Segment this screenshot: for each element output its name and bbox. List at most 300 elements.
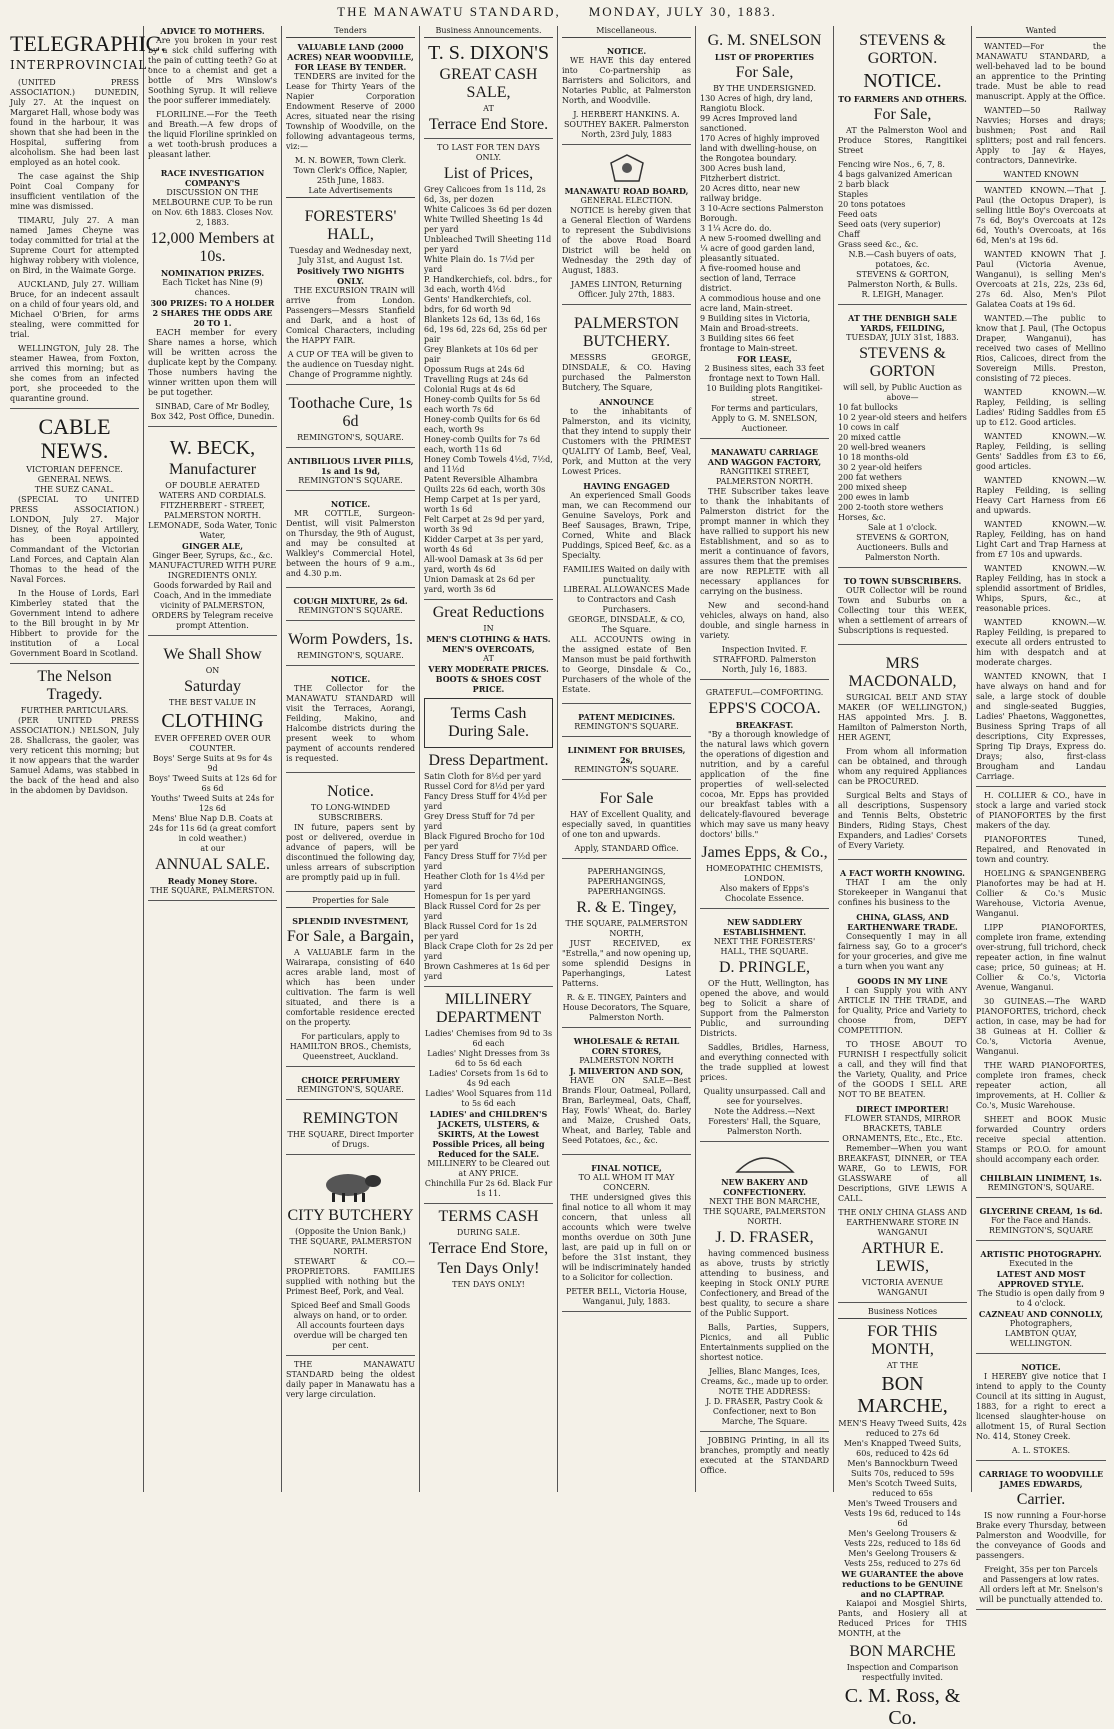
advice-title: ADVICE TO MOTHERS. [160,26,265,36]
orders: ORDERS by Telegram receive prompt Attention. [151,611,274,630]
ad-para: Are you broken in your rest by a sick child suffering with the pain of cutting teeth? Go at once to a chemist and get a bottle of Mrs Winslow's Soothing Syrup. It will relieve the poor sufferer immediately. [148,36,277,105]
beck-sub: Manufacturer [168,461,257,478]
studio: The Studio is open daily from 9 to 4 o'clock. [977,1289,1105,1308]
b-line: Men's Geelong Trousers & Vests 22s, reduced to 18s 6d [844,1529,961,1548]
section-header: Business Notices [838,1307,967,1319]
ad-para: WANTED KNOWN.—W. Rapley Feilding, is prepared to execute all orders entrusted to him with despatch and at moderate charges. [976,618,1106,667]
nb: N.B.—Cash buyers of oats, potatoes, &c. [848,250,957,269]
overcoats: MEN'S OVERCOATS, [442,644,535,654]
freight: Freight, 35s per ton Parcels and Passengers at low rates. [982,1565,1100,1584]
list-item: Opossum Rugs at 24s 6d [424,365,525,374]
list-item: 200 mixed sheep [838,483,907,492]
epps2: James Epps, & Co., [701,844,828,861]
ad-para: HOELING & SPANGENBERG Pianofortes may be had at H. Collier & Co.'s Music Warehouse, Victoria Avenue, Wanganui. [976,869,1106,918]
longwinded: TO LONG-WINDED SUBSCRIBERS. [310,803,391,822]
stevens: STEVENS & GORTON. [859,32,946,67]
tingey: R. & E. Tingey, [576,899,677,916]
lease-item: 2 Business sites, each 33 feet frontage next to Town Hall. [704,364,825,383]
pringle: D. PRINGLE, [718,959,811,976]
epps: EPPS'S COCOA. [708,700,821,717]
notice: Notice. [327,783,374,800]
tingey3: R. & E. TINGEY, Painters and House Decorators, The Square, Palmerston North. [562,993,691,1022]
ad-para: Consequently I may in all fairness say, Go to a grocer's for your groceries, and give me a turn when you want any [838,932,967,971]
goods: Goods forwarded by Rail and Coach, And in the immediate vicinity of PALMERSTON, [153,581,272,610]
section-header: WANTED KNOWN [976,170,1106,182]
signature: PETER BELL, Victoria House, Wanganui, July, 1883. [565,1287,688,1306]
list-item: 30 2 year-old heifers [838,463,923,472]
issue-date: MONDAY, JULY 30, 1883. [588,4,777,19]
section-header: Properties for Sale [286,896,415,908]
subscribers: TO TOWN SUBSCRIBERS. [843,576,962,586]
b-line: MEN'S Heavy Tweed Suits, 42s reduced to 27s 6d [838,1419,967,1438]
sg2: STEVENS & GORTON [859,345,946,380]
ad-para: JUST RECEIVED, ex "Estrella," and now opening up, some splendid Designs in Paperhangings, Latest Patterns. [562,939,692,988]
nights: Positively TWO NIGHTS ONLY. [296,266,405,286]
notice: NOTICE. [1021,1362,1061,1372]
next: NEXT THE FORESTERS' HALL, THE SQUARE. [713,937,816,956]
stock-list [838,403,967,523]
race-title: RACE INVESTIGATION COMPANY'S [160,168,265,188]
list-item: 20 mixed cattle [838,433,901,442]
during: DURING SALE. [456,1228,521,1237]
ad-para: SURGICAL BELT AND STAY MAKER (OF WELLINGTON,) HAS appointed Mrs. J. B. Hamilton of Palmerston North, HER AGENT, [838,693,967,742]
fraser: J. D. FRASER, [715,1229,814,1246]
suit-line: Youths' Tweed Suits at 24s for 12s 6d [151,794,274,813]
list-item: Patent Reversible Alhambra Quilts 22s 6d each, worth 30s [424,475,546,494]
ad-para: I can Supply you with ANY ARTICLE IN THE TRADE, and for Quality, Price and Variety to choose from, DEFY COMPETITION. [838,986,967,1035]
list-item: 3 Building sites 66 feet frontage to Main-street. [700,334,798,353]
nelson-sub: FURTHER PARTICULARS. [20,706,129,715]
signature: JAMES LINTON, Returning Officer. July 27th, 1883. [571,280,682,299]
list-item: Travelling Rugs at 24s 6d [424,375,529,384]
great-sale: GREAT CASH SALE, [439,66,538,101]
list-item: 9 Building sites in Victoria, Main and Broad-streets. [700,314,811,333]
ad-para: WANTED—For the MANAWATU STANDARD, a well-behaved lad to be bound an apprentice to the Printing trade. Must be able to read manuscript. Apply at the Office. [976,42,1106,101]
lambton: LAMBTON QUAY, [1005,1329,1077,1338]
list-item: 10 fat bullocks [838,403,898,412]
ad-para: TENDERS are invited for the Lease for Thirty Years of the Napier Corporation Endowment Reserve of 2000 Acres, situated near the rising Township of Woodville, on the following advantageous terms, viz:— [286,72,415,151]
article-para: In the House of Lords, Earl Kimberley stated that the Government intend to adhere to the Bill brought in by Mr Hibbert to provide for the institution of a Local Government Board in Scotland. [10,589,139,658]
crest-icon [607,153,647,183]
ad-para: STEWART & CO.—PROPRIETORS. FAMILIES supplied with nothing but the Primest Beef, Pork, and Veal. [286,1257,415,1296]
list-item: White Plain do. 1s 7½d per yard [424,255,535,274]
b-line: Men's Knapped Tweed Suits, 60s, reduced to 42s 6d [843,1439,962,1458]
patent: PATENT MEDICINES. [578,712,675,722]
list-item: 3 10-Acre sections Palmerston Borough. [700,204,824,223]
ad-para: Balls, Parties, Suppers, Picnics, and all Public Entertainments supplied on the shortest notice. [700,1323,829,1362]
sg: STEVENS & GORTON, Palmerston North, & Bulls. [847,270,958,289]
price-list-title: List of Prices, [443,165,534,182]
list-item: 200 2-tooth store wethers [838,503,944,512]
city-butchery: CITY BUTCHERY [287,1207,414,1224]
each-ticket: Each Ticket has Nine (9) chances. [162,278,263,297]
members: 12,000 Members at 10s. [150,230,275,265]
telegraphic-title: TELEGRAPHIC. [10,31,166,56]
columns [6,26,1110,1729]
change: Change of Programme nightly. [288,370,413,379]
foresters: FORESTERS' HALL, [304,208,397,243]
terrace-end: Terrace End Store. [428,116,549,133]
remington: REMINGTON'S, SQUARE [988,1226,1094,1235]
ad-para: WANTED.—The public to know that J. Paul, (The Octopus Draper, Wanganui), has received two cases of Mellino Rios, Calicoes, direct from the Sovereign Mills. Preston, consisting of 72 pieces. [976,314,1106,383]
list-item: Homespun for 1s per yard [424,892,531,901]
list-item: 200 fat wethers [838,473,902,482]
ad-para: ALL ACCOUNTS owing in the assigned estate of Ben Manson must be paid forthwith to George, Dinsdale & Co., Purchasers of the whole of the Estate. [562,635,691,694]
wellington: WELLINGTON. [1009,1339,1073,1348]
quality: Quality unsurpassed. Call and see for yourselves. [703,1087,826,1106]
ad-para: WANTED KNOWN, that I have always on hand and for sale, a large stock of double and single-seated Buggies, Ladies' Phaetons, Waggonettes, Business Spring Traps of all descriptions, City Expresses, Spring Tip Drays, Express do. Drays; also, first-class Brougham and Landau Carriage. [976,672,1106,781]
article-para: TIMARU, July 27. A man named James Cheyne was today committed for trial at the Supreme Court for attempted highway robbery with violence, on Bird, in the Waimate Gorge. [10,216,139,275]
palm: PALMERSTON NORTH [579,1056,674,1065]
column-2 [144,26,282,1492]
jellies: Jellies, Blanc Manges, Ices, Creams, &c., made up to order. [700,1367,829,1386]
dress-dept: Dress Department. [428,752,549,769]
list-item: 10 18 months-old [838,453,909,462]
will-sell: will sell, by Public Auction as above— [843,383,962,402]
sg3: STEVENS & GORTON, Auctioneers. Bulls and Palmerston North. [856,533,949,562]
b-line: Men's Tweed Trousers and Vests 19s 6d, reduced to 14s 6d [844,1499,961,1528]
ad-para: HAVE ON SALE—Best Brands Flour, Oatmeal, Pollard, Bran, Barleymeal, Oats, Chaff, Hay, Fowls' Wheat, do. Barley and Maize, Crushed Oats, Wheat, and Barley, Table and Seed Potatoes, &c., &c. [562,1076,691,1145]
list-item: 3 1¼ Acre do. do. [700,224,772,233]
list-item: Staples [838,190,868,199]
millinery2: MILLINERY to be Cleared out at ANY PRICE. [427,1159,550,1178]
best-value: THE BEST VALUE IN [169,698,256,707]
ad-para: PIANOFORTES Tuned, Repaired, and Renovated in town and country. [976,835,1106,864]
land-title: VALUABLE LAND (2000 ACRES) NEAR WOODVILLE, FOR LEASE BY TENDER. [287,42,414,72]
cable-news-title: CABLE NEWS. [38,414,111,463]
b-line: Men's Scotch Tweed Suits, reduced to 65s [847,1479,958,1498]
list-item: Grass seed &c., &c. [838,240,919,249]
glycerine: GLYCERINE CREAM, 1s 6d. [979,1206,1103,1216]
homeo: HOMEOPATHIC CHEMISTS, LONDON. [705,864,824,883]
list-item: 20 Acres ditto, near new railway bridge. [700,184,800,203]
list-item: Honey Comb Towels 4½d, 7½d, and 11½d [424,455,553,474]
notice: NOTICE. [863,70,942,92]
bakery-icon [735,1150,795,1174]
property-list [700,94,829,354]
bon-marche-2: BON MARCHE [849,1643,956,1660]
month: FOR THIS MONTH, [867,1323,938,1358]
liniment: LINIMENT FOR BRUISES, 2s, [567,745,686,765]
cable-sub: THE SUEZ CANAL. [34,485,115,494]
beck-line: OF DOUBLE AERATED WATERS AND CORDIALS. [158,481,267,500]
list-item: All-wool Damask at 3s 6d per yard, worth 4s 6d [424,555,543,574]
ad-para: Surgical Belts and Stays of all descriptions, Suspensory and Tennis Belts, Obstetric Binders, Riding Stays, Chest Expanders, and Ladies' Corsets of Every Variety. [838,791,967,850]
column-tenders [282,26,420,1492]
remington: REMINGTON'S SQUARE. [574,722,679,731]
signature: M. N. BOWER, Town Clerk. [294,156,407,165]
in: IN [483,624,494,633]
beck-addr: FITZHERBERT - STREET, PALMERSTON NORTH. [160,501,265,520]
at-very: AT [483,654,494,663]
list-item: 20 tons potatoes [838,200,906,209]
china: CHINA, GLASS, AND EARTHENWARE TRADE. [847,912,958,932]
remington-title: REMINGTON [302,1110,399,1127]
latest: LATEST AND MOST APPROVED STYLE. [996,1269,1086,1289]
ad-para: FLORILINE.—For the Teeth and Breath.—A few drops of the liquid Floriline sprinkled on a wet tooth-brush produces a pleasant lather. [148,110,277,159]
list-item: Fancy Dress Stuff for 4½d per yard [424,792,547,811]
lease: FOR LEASE, [737,354,792,364]
forsale: For Sale, a Bargain, [286,928,415,945]
worm: Worm Powders, 1s. [288,631,413,648]
article-para: (UNITED PRESS ASSOCIATION.) DUNEDIN, July 27. At the inquest on Margaret Hall, whose body was found in the harbour, it was shown that she had been in the Hospital, suffering from alcoholism. She had been last employed as an hotel cook. [10,78,139,167]
bakery: NEW BAKERY AND CONFECTIONERY. [721,1177,808,1197]
terms: For terms and particulars, Apply to G. M. SNELSON, Auctioneer. [711,404,818,433]
remington: REMINGTON'S, SQUARE. [297,1085,404,1094]
nomination: NOMINATION PRIZES. [160,268,265,278]
list-item: Gents' Handkerchiefs, col. bdrs, for 6d worth 9d [424,295,532,314]
ad-para: A VALUABLE farm in the Wairarapa, consisting of 640 acres arable land, most of which has been under cultivation. The farm is well situated, and there is a comfortable residence erected on the property. [286,948,415,1027]
lease-item: 10 Building plots Rangitikei-street. [706,384,823,403]
ad-para: Saddles, Bridles, Harness, and everything connected with the trade supplied at lowest prices. [700,1043,829,1082]
lemonade: LEMONADE, Soda Water, Tonic Water, [148,521,277,540]
clothing: CLOTHING [161,710,264,732]
cough: COUGH MIXTURE, 2s 6d. [293,596,408,606]
millinery: MILLINERY DEPARTMENT [435,991,542,1026]
list-item: White Calicoes 3s 6d per dozen [424,205,552,214]
list-item: Grey Dress Stuff for 7d per yard [424,812,535,831]
ad-para: THE undersigned gives this final notice to all whom it may concern, that unless all accounts which were twelve months overdue on 30th June last, are paid up in full on or before the 31st instant, they will be indiscriminately handed to a Solicitor for collection. [562,1193,691,1282]
signature: J. HERBERT HANKINS. A. SOUTHEY BAKER. Palmerston North, 23rd July, 1883 [563,110,690,139]
ginger2: Ginger Beer, Syrups, &c., &c. [152,551,273,560]
suit-line: Boys' Serge Suits at 9s for 4s 9d [152,754,273,773]
glyc2: For the Face and Hands. [991,1216,1091,1225]
fraser2: J. D. FRASER, Pastry Cook & Confectioner, next to Bon Marche, The Square. [706,1397,823,1426]
column-dixon [420,26,558,1492]
spiced: Spiced Beef and Small Goods always on hand, or to order. [290,1301,411,1320]
on: ON [205,666,220,675]
ad-para: WANTED KNOWN.—W. Rapley, Feilding, is selling Gents' Saddles from £3 to £6, good articles. [976,432,1106,471]
ad-para: WANTED KNOWN.—That J. Paul (the Octopus Draper), is selling little Boy's Overcoats at 7s 6d, Boy's Overcoats at 12s 6d, Youth's Overcoats, at 16s 6d, Men's at 19s 6d. [976,186,1106,245]
list-item: Seed oats (very superior) [838,220,941,229]
ad-para: OUR Collector will be round Town and Suburbs on a Collecting tour this WEEK, when a settlement of arrears of Subscriptions is requested. [838,586,967,635]
beck-title: W. BECK, [169,437,256,459]
list-item: Heather Cloth for 1s 4½d per yard [424,872,545,891]
leigh: R. LEIGH, Manager. [861,290,944,299]
suit-line: Mens' Blue Nap D.B. Coats at 24s for 11s 6d (a great comfort in cold weather.) [149,814,276,843]
list-item: A five-roomed house and section of land, Terrace district. [700,264,801,293]
notice: NOTICE. [606,46,647,56]
note: Note the Address.—Next Foresters' Hall, the Square, Palmerston North. [708,1107,821,1136]
ad-para: WANTED KNOWN.—W. Rapley, Feilding, is selling Ladies' Riding Saddles from £5 up to £12. Good articles. [976,388,1106,427]
snelson-title: G. M. SNELSON [707,32,822,49]
remington: REMINGTON'S, SQUARE. [987,1183,1095,1192]
race-sub: DISCUSSION ON THE MELBOURNE CUP. To be run on Nov. 6th 1883. Closes Nov. 2, 1883. [151,188,274,227]
remington: REMINGTON'S SQUARE. [298,606,403,615]
ad-para: EACH member for every Share names a horse, which will be written across the duplicate kept by the Company. Those numbers having the winner written upon them will be put together. [148,328,277,397]
list-item: 170 Acres of highly improved land with dwelling-house, on the Rongotea boundary. [700,134,820,163]
ad-para: JOBBING Printing, in all its branches, promptly and neatly executed at the STANDARD Office. [700,1436,829,1475]
list-item: Kidder Carpet at 3s per yard, worth 4s 6d [424,535,544,554]
ad-para: H. COLLIER & CO., have in stock a large and varied stock of PIANOFORTES by the first makers of the day. [976,791,1106,830]
ad-para: AT the Palmerston Wool and Produce Stores, Rangitikei Street [838,126,967,155]
ten-days: Ten Days Only! [437,1260,540,1277]
show: We Shall Show [163,646,262,663]
inspection: Inspection Invited. F. STRAFFORD. Palmerston North, July 16, 1883. [712,645,817,674]
direct: DIRECT IMPORTER! [856,1104,949,1114]
list-item: Fencing wire Nos., 6, 7, 8. [838,160,945,169]
list-item: Colonial Rugs at 4s 6d [424,385,516,394]
bon-marche: BON MARCHE, [857,1373,948,1417]
ten-days-2: TEN DAYS ONLY! [452,1280,525,1289]
list-item: Satin Cloth for 8½d per yard [424,772,542,781]
dixon-title: T. S. DIXON'S [427,42,549,64]
notice: NOTICE. [330,674,371,684]
ad-para: WE HAVE this day entered into Co-partnership as Barristers and Solicitors, and Notaries Public, at Palmerston North, and Woodville. [562,56,691,105]
ad-para: WANTED KNOWN.—W. Rapley, Feilding, has on hand Light Cart and Trap Harness at from £7 10s and upwards. [976,520,1106,559]
ad-para: WANTED KNOWN.—W. Rapley Feilding, has in stock a splendid assortment of Bridles, Whips, Spurs, &c., at reasonable prices. [976,564,1106,613]
antibilious: ANTIBILIOUS LIVER PILLS, 1s and 1s 9d, [287,456,414,476]
list-item: 10 cows in calf [838,423,899,432]
ad-para: Remember—When you want BREAKFAST, DINNER, or TEA WARE, Go to LEWIS, FOR GLASSWARE of all Descriptions, GIVE LEWIS A CALL. [838,1144,967,1203]
list-item: Feed oats [838,210,878,219]
list-item: 200 ewes in lamb [838,493,910,502]
splendid: SPLENDID INVESTMENT, [292,916,409,926]
ad-para: THE WARD PIANOFORTES, complete iron frames, check repeater action, all improvements, at H. Collier & Co.'s, Music Warehouse. [976,1061,1106,1110]
toothache: Toothache Cure, 1s 6d [288,395,413,430]
rangi: RANGITIKEI STREET, PALMERSTON NORTH. [715,467,813,486]
executed: Executed in the [1009,1259,1073,1268]
list-item: A commodious house and one acre land, Main-street. [700,294,821,313]
road-board: MANAWATU ROAD BOARD, [564,186,689,196]
engaged: HAVING ENGAGED [583,481,670,491]
carriage: CARRIAGE TO WOODVILLE [978,1469,1104,1479]
chinchilla: Chinchilla Fur 2s 6d. Black Fur 1s 11. [424,1179,553,1198]
ad-para: THAT I am the only Storekeeper in Wanganui that confines his business to the [838,878,967,907]
ad-para: NOTICE is hereby given that a General Election of Wardens to represent the Subdivisions of the above Road Board District will be held on Wednesday the 29th day of August, 1883. [562,206,691,275]
saturday: Saturday [184,678,241,695]
list-item: Blankets 12s 6d, 13s 6d, 16s 6d, 19s 6d, 22s 6d, 25s 6d per pair [424,315,547,344]
stokes: A. L. STOKES. [1011,1446,1071,1455]
cazneau: CAZNEAU AND CONNOLLY, [978,1309,1104,1319]
article-para: (PER UNITED PRESS ASSOCIATION.) NELSON, July 28. Shallcrass, the gaoler, was very reticent this morning; but it now appears that the warder Samuel Adams, was stabbed in the back of the head and also in the abdomen by Davidson. [10,716,139,795]
sinbad: SINBAD, Care of Mr Bodley, Box 342, Post Office, Dunedin. [150,402,275,421]
towhom: TO ALL WHOM IT MAY CONCERN. [578,1173,675,1192]
also: Also makers of Epps's Chocolate Essence. [719,884,810,903]
article-para: AUCKLAND, July 27. William Bruce, for an indecent assault on a child of four years old, and Michael O'Brien, for arms stealing, were committed for trial. [10,280,139,339]
list-item: Grey Blankets at 10s 6d per pair [424,345,538,364]
terms-cash-2: TERMS CASH [438,1208,539,1225]
list-item: Brown Cashmeres at 1s 6d per yard [424,962,550,981]
remington: REMINGTON'S SQUARE. [574,765,679,774]
list-item: 300 Acres bush land, Fitzherbert district. [700,164,786,183]
ad-para: New and second-hand vehicles, always on hand, also double, and single harness in variety. [700,601,829,640]
to-farmers: TO FARMERS AND OTHERS. [838,94,967,104]
choice: CHOICE PERFUMERY [301,1075,400,1085]
ad-para: THE Collector for the MANAWATU STANDARD will visit the Terraces, Aorangi, Feilding, Makino, and Halcombe districts during the present week to whom payment of accounts rendered is requested. [286,684,415,763]
prizes: 300 PRIZES: TO A HOLDER 2 SHARES THE ODDS ARE 20 TO 1. [150,298,275,328]
list-item: 130 Acres of high, dry land, Rangiotu Block. [700,94,813,113]
remington: REMINGTON'S SQUARE. [298,476,403,485]
hamilton: For particulars, apply to HAMILTON BROS., Chemists, Queenstreet, Auckland. [289,1032,412,1061]
list-item: 20 well-bred weaners [838,443,926,452]
terrace2: Terrace End Store, [428,1240,549,1257]
ad-para: MESSRS GEORGE, DINSDALE, & CO. Having purchased the Palmerston Butchery, The Square, [562,353,691,392]
list-item: Grey Calicoes from 1s 11d, 2s 6d, 3s, per dozen [424,185,546,204]
list-item: Black Russel Cord for 1s 2d per yard [424,922,537,941]
list-item: White Twilled Sheeting 1s 4d per yard [424,215,544,234]
final: FINAL NOTICE, [591,1163,662,1173]
forsale: For Sale, [735,64,794,81]
m-line: Ladies' Wool Squares from 11d to 5s 6d each [425,1089,552,1108]
list-item: Horses, &c. [838,513,886,522]
reductions: Great Reductions [432,604,545,621]
ad-para: From whom all information can be obtained, and through whom any required Appliances can be PROCURED. [838,747,967,786]
signature: Town Clerk's Office, Napier, 25th June, 1883. [293,166,408,185]
photo: Photographers, [1009,1319,1073,1328]
article-para: The case against the Ship Point Coal Company for insufficient ventilation of the mine was dismissed. [10,172,139,211]
ad-para: WANTED KNOWN.—W. Rapley Feilding, is selling Heavy Cart Harness from £6 and upwards. [976,476,1106,515]
cable-sub: VICTORIAN DEFENCE. [26,465,123,474]
column-snelson [696,26,834,1492]
list-item: Felt Carpet at 2s 9d per yard, worth 3s 9d [424,515,545,534]
chilblain: CHILBLAIN LINIMENT, 1s. [980,1173,1102,1183]
forsale: For Sale [599,790,654,807]
sheep-icon [316,1167,386,1203]
list-item: Black Russel Cord for 2s per yard [424,902,541,921]
signature: GEORGE, DINSDALE, & CO, The Square. [567,615,686,634]
ad-para: An experienced Small Goods man, we can Recommend our Genuine Saveloys, Pork and Beef Sausages, Brawn, Tripe, Corned, White and Black Puddings, Spiced Beef, &c. as a Specialty. [562,491,691,560]
ad-para: WANTED—50 Railway Navvies; Horses and drays; bushmen; Post and Rail splitters; post and rail fencers. Apply to Jay & Hayes, contractors, Dannevirke. [976,106,1106,165]
article-para: (SPECIAL TO UNITED PRESS ASSOCIATION.) LONDON, July 27. Major Disney, of the Royal Artillery, has been appointed Commandant of the Victorian Land Forces, and Captain Alan Thomas to the head of the Naval Forces. [10,495,139,584]
list-item: 4 bags galvanized American [838,170,953,179]
ad-para: to the inhabitants of Palmerston, and its vicinity, that they intend to supply their Customers with the PRIMEST QUALITY Of Lamb, Beef, Veal, Pork, and Mutton at the very Lowest Prices. [562,407,691,476]
square: THE SQUARE, PALMERSTON NORTH. [703,1207,826,1226]
accounts: All accounts fourteen days overdue will be charged ten per cent. [293,1321,408,1350]
ad-para: "By a thorough knowledge of the natural laws which govern the operations of digestion and nutrition, and by a careful application of the fine properties of well-selected cocoa, Mr. Epps has provided our breakfast tables with a delicately-flavoured beverage which may save us many heavy doctors' bills." [700,730,829,839]
article-para: WELLINGTON, July 28. The steamer Hawea, from Foxton, arrived this morning; but as she comes from an infected port, she proceeded to the quarantine ground. [10,344,139,403]
only: THE ONLY CHINA GLASS AND EARTHENWARE STORE IN WANGANUI [838,1208,967,1237]
election: GENERAL ELECTION. [580,196,673,205]
apply: Apply, STANDARD Office. [574,844,679,853]
counter: EVER OFFERED OVER OUR COUNTER. [154,734,271,753]
by: BY THE UNDERSIGNED. [713,84,816,93]
artistic: ARTISTIC PHOTOGRAPHY. [980,1249,1102,1259]
lewis: ARTHUR E. LEWIS, [861,1240,944,1275]
list-item: Union Damask at 2s 6d per yard, worth 3s 6d [424,575,535,594]
worth: A FACT WORTH KNOWING. [840,868,965,878]
price-list [424,185,553,595]
ad-para: THE Subscriber takes leave to thank the inhabitants of Palmerston district for the prompt manner in which they have rallied to support his new Establishment, and so as to merit a continuance of favors, assures them that the premises are now REPLETE with all necessary appliances for carrying on the business. [700,487,829,596]
list-item: Honey-comb Quilts for 7s 6d each, worth 11s 6d [424,435,541,454]
remington: REMINGTON'S, SQUARE. [297,433,404,442]
grateful: GRATEFUL—COMFORTING. [705,688,824,697]
guarantee: WE GUARANTEE the above reductions to be GENUINE and no CLAPTRAP. [841,1569,964,1599]
masthead [0,0,1114,24]
wholesale: WHOLESALE & RETAIL CORN STORES, [573,1036,680,1056]
at: AT [483,104,494,113]
at-the: AT THE [886,1361,919,1370]
list-item: Unbleached Twill Sheeting 11d per yard [424,235,552,254]
cable-sub: GENERAL NEWS. [37,475,112,484]
ad-para: MR COTTLE, Surgeon-Dentist, will visit Palmerston on Thursday, the 9th of August, and may be consulted at Walkley's Commercial Hotel, between the hours of 9 a.m., and 4.30 p.m. [286,509,415,578]
tingey2: THE SQUARE, PALMERSTON NORTH, [565,919,688,938]
list-item: Honey-comb Quilts for 5s 6d each worth 7s 6d [424,395,541,414]
liberal: LIBERAL ALLOWANCES Made to Contractors and Cash Purchasers. [563,585,690,614]
b-line: Men's Geelong Trousers & Vests 25s, reduced to 27s 6d [844,1549,961,1568]
breakfast: BREAKFAST. [735,720,794,730]
ad-para: THE MANAWATU STANDARD being the oldest daily paper in Manawatu has a very large circulation. [286,1360,415,1399]
ad-para: LIPP PIANOFORTES, complete iron frame, extending over-strung, full trichord, check repeater action, in fine walnut case; price, 50 guineas; at H. Collier & Co.'s, Victoria Avenue, Wanganui. [976,923,1106,992]
ad-para: having commenced business as above, trusts by strictly attending to business, and keeping in Stock ONLY PURE Confectionery, and Bread of the best quality, to secure a share of the Public Support. [700,1249,829,1318]
saddlery: NEW SADDLERY ESTABLISHMENT. [722,917,807,937]
moderate: VERY MODERATE PRICES. [428,664,549,674]
section-header: Business Announcements. [424,26,553,38]
lewis2: VICTORIA AVENUE WANGANUI [861,1278,944,1297]
list-item: A new 5-roomed dwelling and ¼ acre of good garden land, pleasantly situated. [700,234,822,263]
sale-time: Sale at 1 o'clock. [868,523,937,532]
tues: TUESDAY, JULY 31st, 1883. [846,333,959,342]
